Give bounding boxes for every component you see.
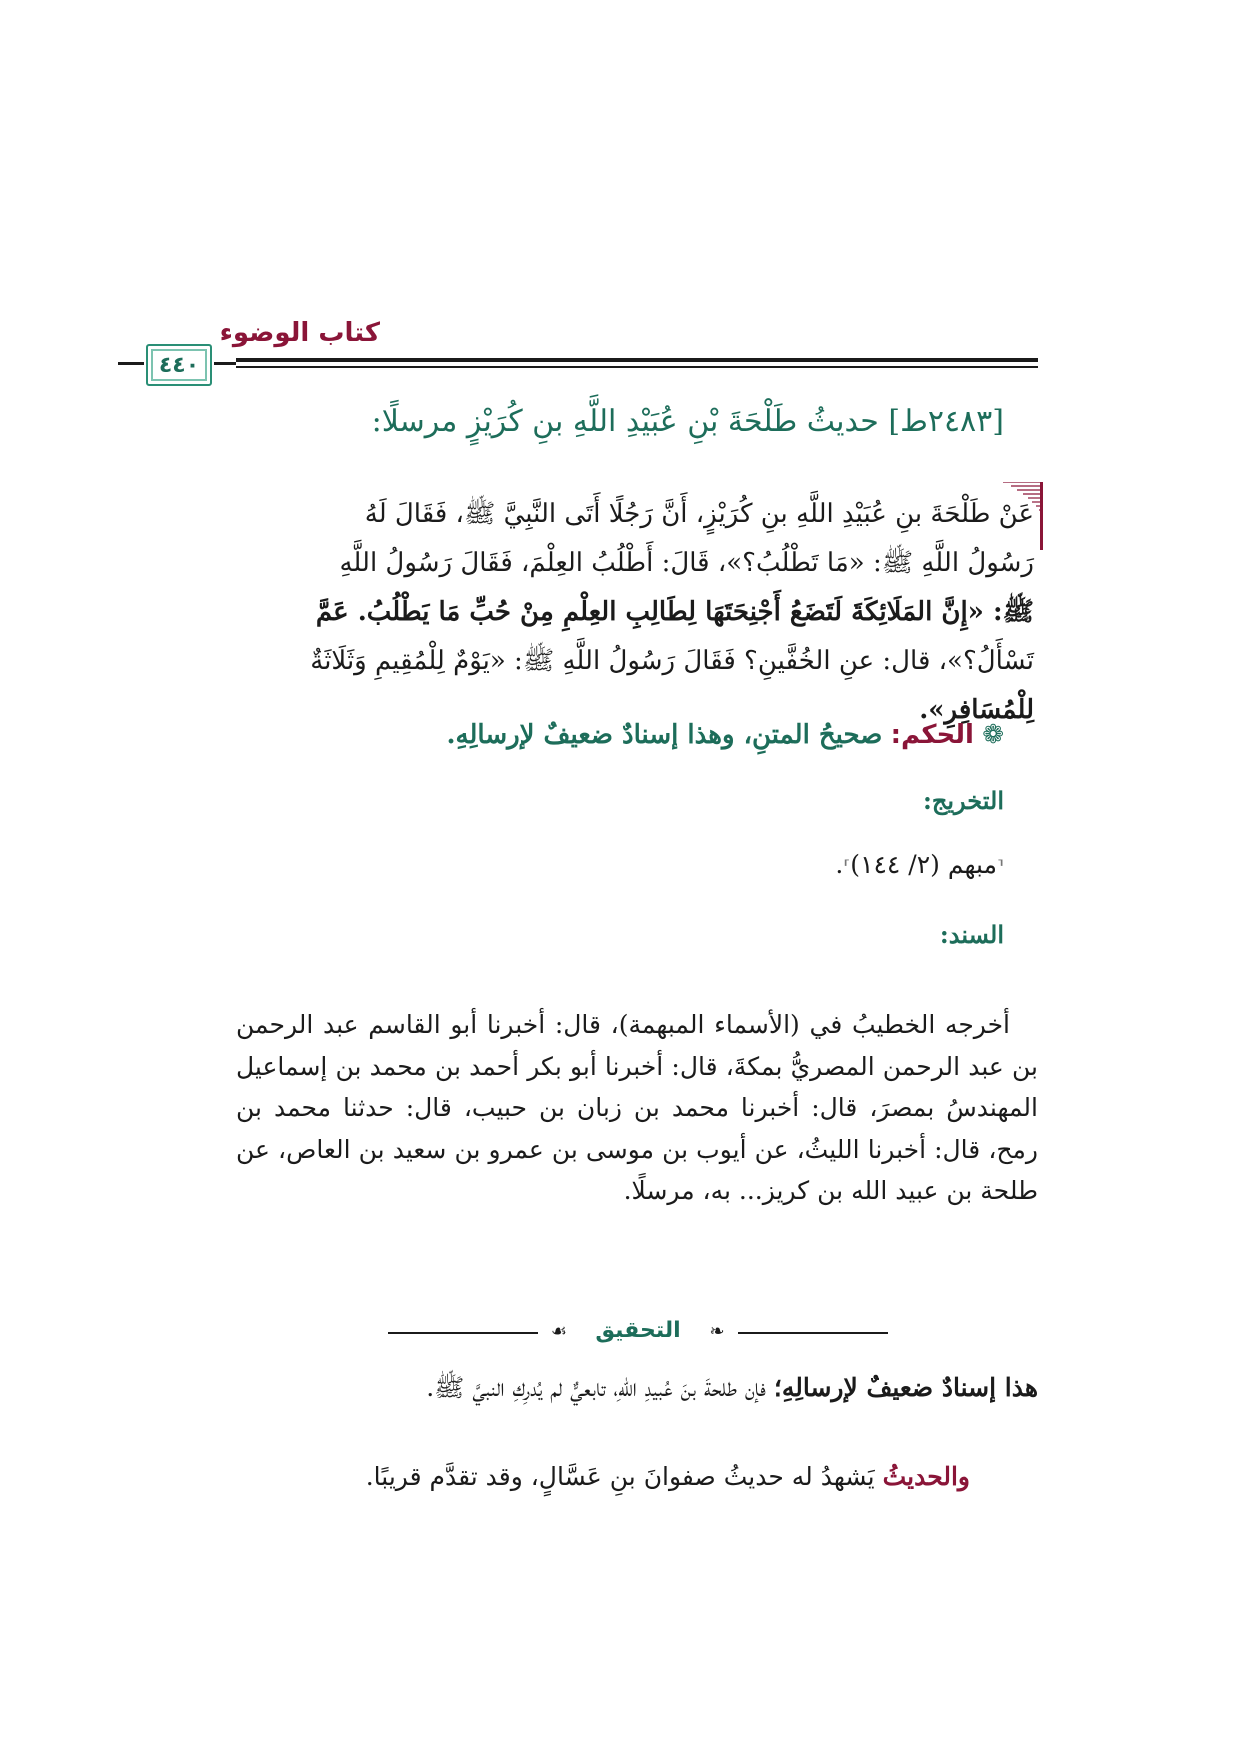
takhrij-heading: التخريج: [923, 786, 1004, 815]
header-rule-thick [236, 358, 1038, 362]
header-rule-short-right [214, 362, 236, 365]
divider-ornament-icon: ☙ [550, 1321, 568, 1342]
matn-line: رَسُولُ اللَّهِ ﷺ: «مَا تَطْلُبُ؟»، قَالَ: أَطْلُبُ العِلْمَ، فَقَالَ رَسُولُ اللَّهِ [339, 548, 1034, 578]
ruling-line [204, 720, 1004, 750]
divider-ornament-icon: ❧ [709, 1321, 725, 1342]
header-rule-thin [236, 366, 1038, 368]
takhrij-source-text: مبهم (٢/ ١٤٤) [850, 850, 997, 879]
matn-line: لِلْمُسَافِرِ». [919, 695, 1034, 725]
divider-line-right [738, 1332, 888, 1334]
page-number: ٤٤٠ [158, 352, 200, 378]
sanad-paragraph [236, 1004, 1038, 1212]
hadith-matn [244, 490, 1034, 735]
hadith-title: حديثُ طَلْحَةَ بْنِ عُبَيْدِ اللَّهِ بنِ كُرَيْزٍ مرسلًا: [371, 404, 879, 439]
ruling-label: الحكم: [890, 720, 974, 750]
supporting-evidence-line [366, 1462, 970, 1491]
supporting-text: يَشهدُ له حديثُ صفوانَ بنِ عَسَّالٍ، وقد تقدَّم قريبًا. [365, 1462, 883, 1491]
hadith-heading [204, 404, 1004, 439]
matn-line: ﷺ: «إِنَّ المَلَائِكَةَ لَتَضَعُ أَجْنِحَتَهَا لِطَالِبِ العِلْمِ مِنْ حُبِّ مَا يَطْلُبُ. عَمَّ [315, 597, 1034, 627]
hadith-number: [٢٤٨٣ط] [888, 404, 1004, 439]
divider-line-left [388, 1332, 538, 1334]
running-header-title: كتاب الوضوء [219, 318, 380, 348]
page-number-badge [146, 344, 212, 386]
open-bracket-icon: ⸢ [996, 857, 1004, 878]
header-rule-short-left [118, 362, 144, 365]
ruling-text: صحيحُ المتنِ، وهذا إسنادٌ ضعيفٌ لإرسالِهِ. [446, 720, 883, 750]
tahqiq-text: فإن طلحةَ بنَ عُبيدِ اللهِ، تابعيٌّ لم يُدرِكِ النبيَّ ﷺ. [426, 1373, 774, 1402]
tahqiq-bold-lead: هذا إسنادٌ ضعيفٌ لإرسالِهِ؛ [773, 1373, 1038, 1402]
close-bracket-icon: ⸣ [843, 857, 851, 878]
tahqiq-paragraph [236, 1364, 1038, 1412]
tahqiq-heading: التحقيق [595, 1318, 681, 1343]
matn-line: عَنْ طَلْحَةَ بنِ عُبَيْدِ اللَّهِ بنِ كُرَيْزٍ، أَنَّ رَجُلًا أَتَى النَّبِيَّ ﷺ، فَقَالَ لَهُ [364, 499, 1034, 529]
tahqiq-divider [388, 1318, 888, 1348]
sanad-heading: السند: [939, 920, 1004, 949]
sanad-text: أخرجه الخطيبُ في (الأسماء المبهمة)، قال: أخبرنا أبو القاسم عبد الرحمن بن عبد الرحمن المصريُّ بمكةَ، قال: أخبرنا أبو بكر أحمد بن محمد بن إسماعيل المهندسُ بمصرَ، قال: أخبرنا محمد بن زبان بن حبيب، قال: حدثنا محمد بن رمح، قال: أخبرنا الليثُ، عن أيوب بن موسى بن عمرو بن سعيد بن العاص، عن طلحة بن عبيد الله بن كريز... به، مرسلًا. [236, 1010, 1038, 1205]
takhrij-source: ⸢مبهم (٢/ ١٤٤)⸣. [835, 850, 1004, 879]
rosette-icon: ❁ [982, 720, 1004, 750]
matn-line: تَسْأَلُ؟»، قال: عنِ الخُفَّينِ؟ فَقَالَ رَسُولُ اللَّهِ ﷺ: «يَوْمٌ لِلْمُقِيمِ وَثَلَاثَةٌ [310, 646, 1034, 676]
supporting-lead: والحديثُ [882, 1462, 970, 1491]
